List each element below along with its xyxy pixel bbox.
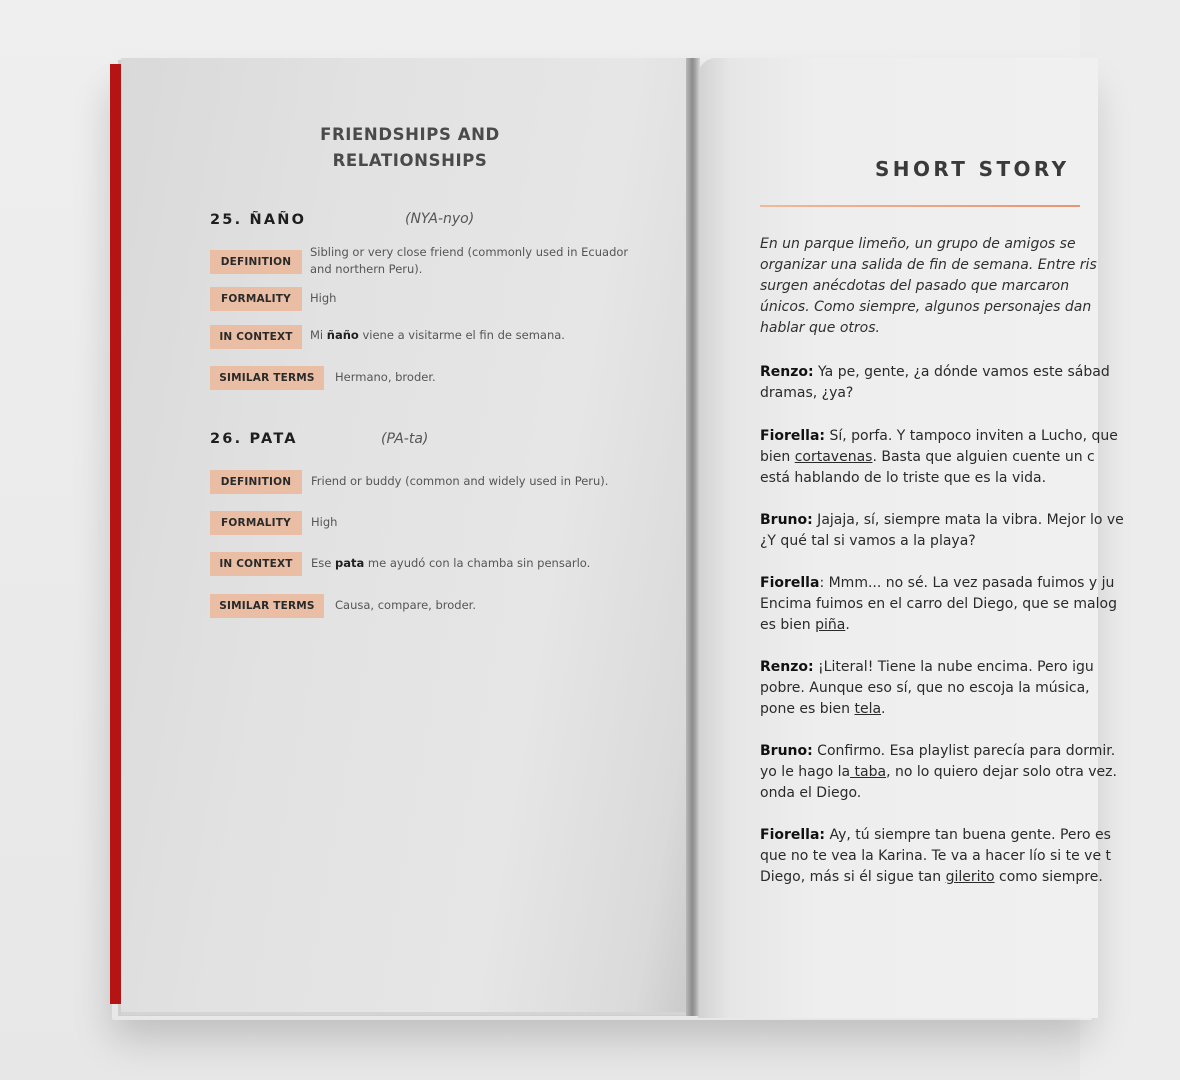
- dialogue-line: como siempre.: [994, 869, 1103, 885]
- story-intro-line: únicos. Como siempre, algunos personajes dan: [760, 299, 1092, 315]
- speaker-name: Fiorella:: [760, 428, 826, 444]
- dialogue-line: está hablando de lo triste que es la vida.: [760, 470, 1047, 486]
- formality-tag: FORMALITY: [210, 287, 302, 311]
- term-heading: 25. ÑAÑO: [210, 212, 307, 228]
- speaker-name: Renzo:: [760, 659, 814, 675]
- dialogue-line: : Mmm... no sé. La vez pasada fuimos y ju: [819, 575, 1115, 591]
- dialogue-paragraph: [760, 825, 1180, 888]
- speaker-name: Bruno:: [760, 743, 813, 759]
- similar-terms-value: Causa, compare, broder.: [335, 598, 476, 612]
- dialogue-line: Jajaja, sí, siempre mata la vibra. Mejor lo ve: [812, 512, 1124, 528]
- dialogue-line: .: [881, 701, 886, 717]
- dialogue-line: Encima fuimos en el carro del Diego, que se malog: [760, 596, 1117, 612]
- definition-text: [311, 473, 608, 490]
- story-title: SHORT STORY: [875, 157, 1070, 181]
- dialogue-line: es bien: [760, 617, 816, 633]
- dialogue-line: Sí, porfa. Y tampoco inviten a Lucho, que: [825, 428, 1118, 444]
- story-intro-line: En un parque limeño, un grupo de amigos se: [760, 236, 1076, 252]
- chapter-title-line-1: FRIENDSHIPS AND: [320, 125, 500, 144]
- dialogue-line: Diego, más si él sigue tan: [760, 869, 946, 885]
- chapter-title-line-2: RELATIONSHIPS: [332, 151, 488, 170]
- slang-term: cortavenas: [794, 449, 873, 465]
- dialogue-line: ¡Literal! Tiene la nube encima. Pero igu: [813, 659, 1094, 675]
- chapter-title: [300, 122, 520, 174]
- definition-tag: DEFINITION: [210, 470, 302, 494]
- context-term: pata: [335, 556, 365, 570]
- story-intro-line: hablar que otros.: [760, 320, 880, 336]
- speaker-name: Fiorella:: [760, 827, 826, 843]
- context-pre: Mi: [310, 328, 327, 342]
- context-tag: IN CONTEXT: [210, 552, 302, 576]
- similar-terms-value: Hermano, broder.: [335, 370, 436, 384]
- dialogue-line: Ya pe, gente, ¿a dónde vamos este sábad: [813, 364, 1110, 380]
- red-cover-edge: [110, 64, 121, 1004]
- book-gutter: [686, 58, 700, 1016]
- speaker-name: Renzo:: [760, 364, 814, 380]
- context-pre: Ese: [311, 556, 335, 570]
- dialogue-line: .: [845, 617, 850, 633]
- dialogue-line: dramas, ¿ya?: [760, 385, 854, 401]
- context-term: ñaño: [326, 328, 359, 342]
- dialogue-line: bien: [760, 449, 795, 465]
- term-heading: 26. PATA: [210, 431, 298, 447]
- story-intro-line: organizar una salida de fin de semana. Entre ris: [760, 257, 1097, 273]
- context-post: viene a visitarme el fin de semana.: [358, 328, 565, 342]
- context-text: [310, 327, 565, 344]
- story-title-rule: [760, 205, 1080, 207]
- dialogue-line: ¿Y qué tal si vamos a la playa?: [760, 533, 976, 549]
- slang-term: taba: [850, 764, 887, 780]
- speaker-name: Fiorella: [760, 575, 820, 591]
- definition-line: Friend or buddy (common and widely used in Peru).: [311, 474, 609, 488]
- slang-term: piña: [815, 617, 846, 633]
- dialogue-paragraph: [760, 510, 1180, 552]
- dialogue-paragraph: [760, 573, 1180, 636]
- dialogue-paragraph: [760, 362, 1180, 404]
- definition-line: Sibling or very close friend (commonly used in Ecuador: [310, 245, 629, 259]
- dialogue-line: yo le hago la: [760, 764, 851, 780]
- speaker-name: Bruno:: [760, 512, 813, 528]
- dialogue-line: Ay, tú siempre tan buena gente. Pero es: [825, 827, 1111, 843]
- similar-terms-tag: SIMILAR TERMS: [210, 366, 324, 390]
- definition-text: [310, 244, 628, 277]
- formality-value: High: [310, 291, 337, 305]
- slang-term: tela: [854, 701, 882, 717]
- context-text: [311, 555, 590, 572]
- context-tag: IN CONTEXT: [210, 325, 302, 349]
- definition-tag: DEFINITION: [210, 250, 302, 274]
- dialogue-line: onda el Diego.: [760, 785, 862, 801]
- term-pronunciation: (NYA-nyo): [405, 211, 475, 227]
- dialogue-line: . Basta que alguien cuente un c: [872, 449, 1095, 465]
- similar-terms-tag: SIMILAR TERMS: [210, 594, 324, 618]
- dialogue-line: pone es bien: [760, 701, 855, 717]
- dialogue-line: Confirmo. Esa playlist parecía para dormir.: [812, 743, 1116, 759]
- definition-line: and northern Peru).: [310, 261, 423, 276]
- left-page: [121, 58, 692, 1015]
- slang-term: gilerito: [945, 869, 995, 885]
- dialogue-line: que no te vea la Karina. Te va a hacer lío si te ve t: [760, 848, 1111, 864]
- dialogue-line: pobre. Aunque eso sí, que no escoja la música,: [760, 680, 1090, 696]
- formality-value: High: [311, 515, 338, 529]
- formality-tag: FORMALITY: [210, 511, 302, 535]
- story-intro: [760, 234, 1180, 339]
- dialogue-paragraph: [760, 657, 1180, 720]
- dialogue-paragraph: [760, 741, 1180, 804]
- story-intro-line: surgen anécdotas del pasado que marcaron: [760, 278, 1070, 294]
- term-pronunciation: (PA-ta): [381, 431, 429, 447]
- context-post: me ayudó con la chamba sin pensarlo.: [364, 556, 591, 570]
- dialogue-line: , no lo quiero dejar solo otra vez.: [886, 764, 1117, 780]
- dialogue-paragraph: [760, 426, 1180, 489]
